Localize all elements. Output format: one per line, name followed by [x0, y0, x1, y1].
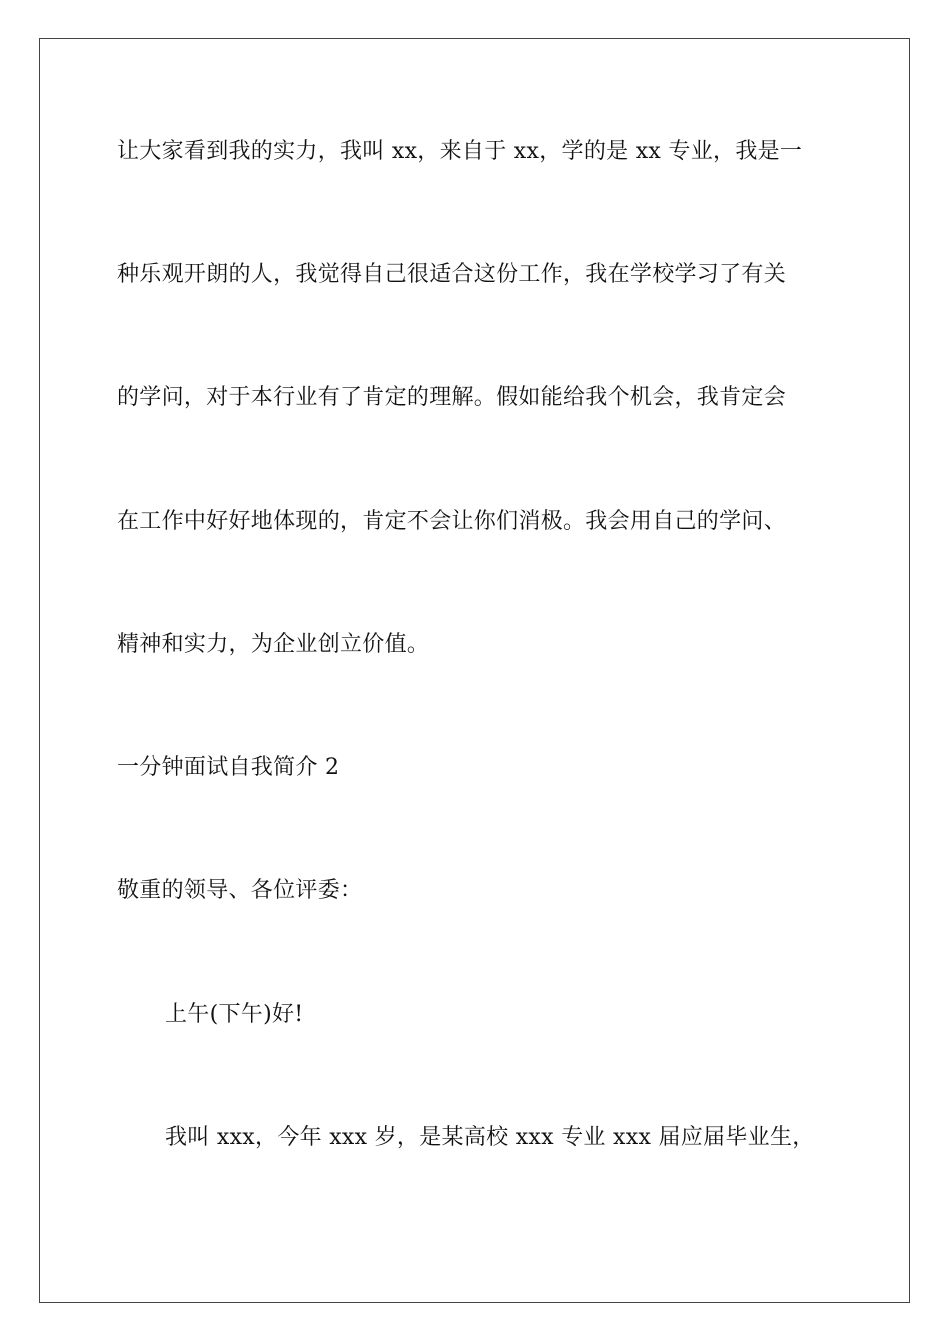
page-frame — [39, 38, 910, 1303]
salutation: 敬重的领导、各位评委： — [117, 878, 363, 903]
greeting: 上午(下午)好! — [165, 1002, 304, 1027]
paragraph-line-4: 在工作中好好地体现的，肯定不会让你们消极。我会用自己的学问、 — [117, 509, 787, 534]
paragraph-line-3: 的学问，对于本行业有了肯定的理解。假如能给我个机会，我肯定会 — [117, 385, 787, 410]
intro-line: 我叫 xxx，今年 xxx 岁，是某高校 xxx 专业 xxx 届应届毕业生， — [165, 1125, 815, 1150]
paragraph-line-1: 让大家看到我的实力，我叫 xx，来自于 xx，学的是 xx 专业，我是一 — [117, 139, 803, 164]
paragraph-line-2: 种乐观开朗的人，我觉得自己很适合这份工作，我在学校学习了有关 — [117, 262, 787, 287]
paragraph-line-5: 精神和实力，为企业创立价值。 — [117, 632, 430, 657]
section-heading: 一分钟面试自我简介 2 — [117, 755, 340, 780]
